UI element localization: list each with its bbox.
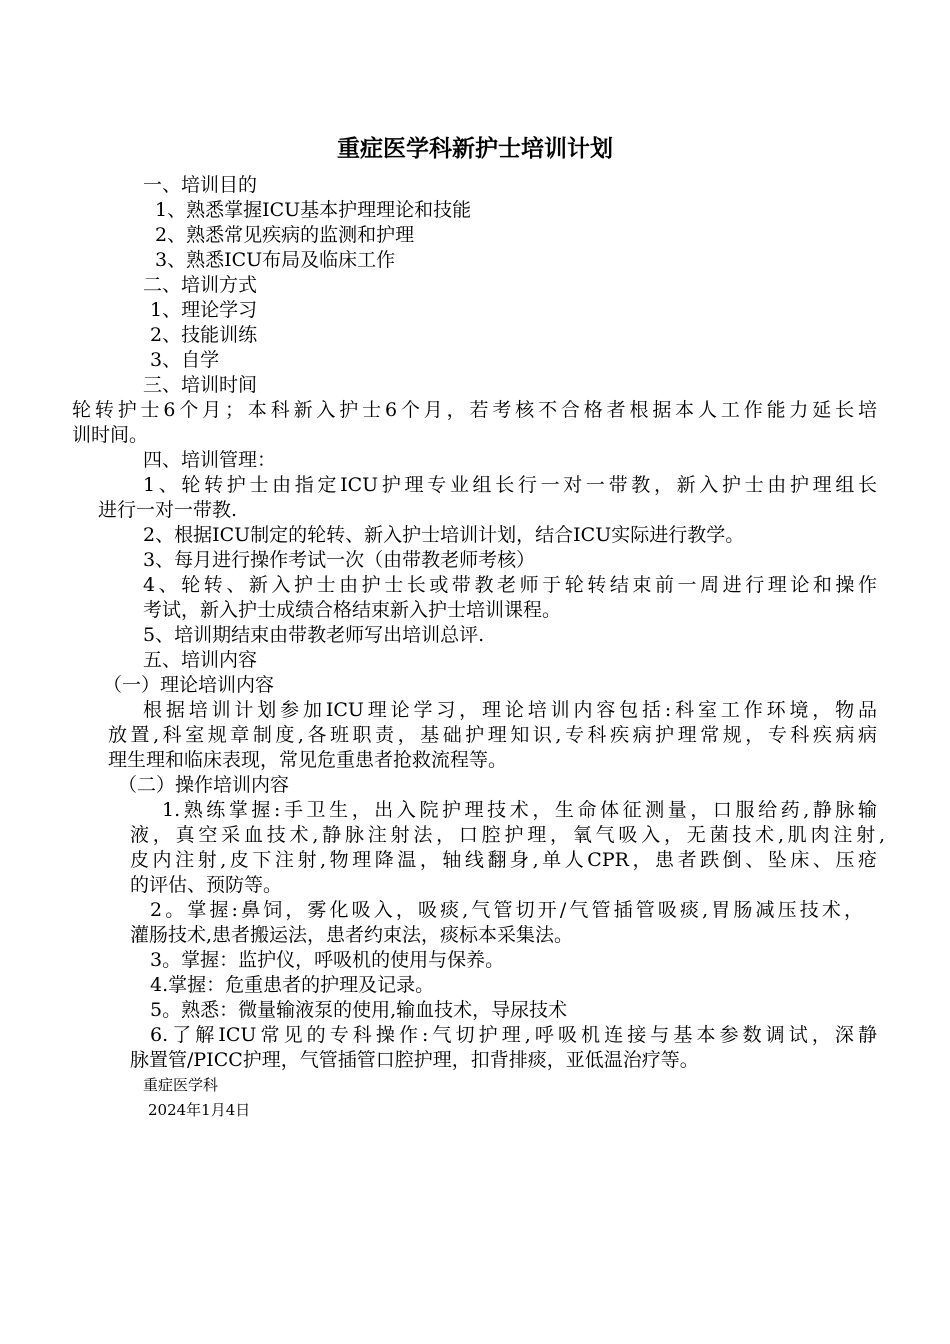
list-item: 2、技能训练: [150, 324, 258, 346]
section-heading-goals: 一、培训目的: [143, 174, 258, 196]
list-item-continuation: 皮内注射,皮下注射,物理降温，轴线翻身,单人CPR，患者跌倒、坠床、压疮: [130, 849, 877, 871]
list-item: 4、轮转、新入护士由护士长或带教老师于轮转结束前一周进行理论和操作: [143, 574, 877, 596]
list-item: 1、理论学习: [150, 299, 258, 321]
list-item: 1.熟练掌握:手卫生，出入院护理技术，生命体征测量，口服给药,静脉输: [162, 799, 877, 821]
paragraph-line: 训时间。: [72, 424, 149, 446]
subsection-heading-theory: （一）理论培训内容: [103, 674, 275, 696]
list-item-continuation: 的评估、预防等。: [130, 874, 283, 896]
paragraph-line: 放置,科室规章制度,各班职责，基础护理知识,专科疾病护理常规，专科疾病病: [108, 724, 877, 746]
list-item: 3。掌握：监护仪，呼吸机的使用与保养。: [150, 949, 505, 971]
list-item-continuation: 液，真空采血技术,静脉注射法，口腔护理，氧气吸入，无菌技术,肌肉注射,: [130, 824, 885, 846]
section-heading-content: 五、培训内容: [143, 649, 258, 671]
list-item: 2、根据ICU制定的轮转、新入护士培训计划，结合ICU实际进行教学。: [143, 524, 745, 546]
list-item-continuation: 进行一对一带教.: [98, 499, 238, 521]
page-title: 重症医学科新护士培训计划: [337, 135, 613, 162]
subsection-heading-skills: （二）操作培训内容: [118, 774, 290, 796]
list-item: 2。掌握:鼻饲，雾化吸入，吸痰,气管切开/气管插管吸痰,胃肠减压技术，: [150, 899, 863, 921]
list-item-continuation: 考试，新入护士成绩合格结束新入护士培训课程。: [143, 599, 562, 621]
list-item: 3、自学: [150, 349, 220, 371]
list-item: 4.掌握：危重患者的护理及记录。: [150, 974, 435, 996]
footer-date: 2024年1月4日: [148, 1101, 251, 1119]
list-item: 6.了解ICU常见的专科操作:气切护理,呼吸机连接与基本参数调试，深静: [150, 1024, 877, 1046]
list-item: 2、熟悉常见疾病的监测和护理: [155, 224, 415, 246]
list-item-continuation: 灌肠技术,患者搬运法，患者约束法，痰标本采集法。: [130, 924, 574, 946]
section-heading-duration: 三、培训时间: [143, 374, 258, 396]
list-item: 5、培训期结束由带教老师写出培训总评.: [143, 624, 485, 646]
list-item: 3、每月进行操作考试一次（由带教老师考核）: [143, 549, 536, 571]
list-item-continuation: 脉置管/PICC护理，气管插管口腔护理，扣背排痰，亚低温治疗等。: [130, 1049, 699, 1071]
list-item: 5。熟悉：微量输液泵的使用,输血技术，导尿技术: [150, 999, 568, 1021]
list-item: 1、轮转护士由指定ICU护理专业组长行一对一带教，新入护士由护理组长: [143, 474, 877, 496]
footer-department: 重症医学科: [143, 1076, 219, 1094]
section-heading-methods: 二、培训方式: [143, 274, 258, 296]
section-heading-management: 四、培训管理：: [143, 449, 277, 471]
paragraph-line: 轮转护士6个月；本科新入护士6个月，若考核不合格者根据本人工作能力延长培: [72, 399, 877, 421]
list-item: 1、熟悉掌握ICU基本护理理论和技能: [155, 199, 472, 221]
paragraph-line: 根据培训计划参加ICU理论学习，理论培训内容包括:科室工作环境，物品: [143, 699, 877, 721]
paragraph-line: 理生理和临床表现，常见危重患者抢救流程等。: [108, 749, 508, 771]
list-item: 3、熟悉ICU布局及临床工作: [155, 249, 396, 271]
